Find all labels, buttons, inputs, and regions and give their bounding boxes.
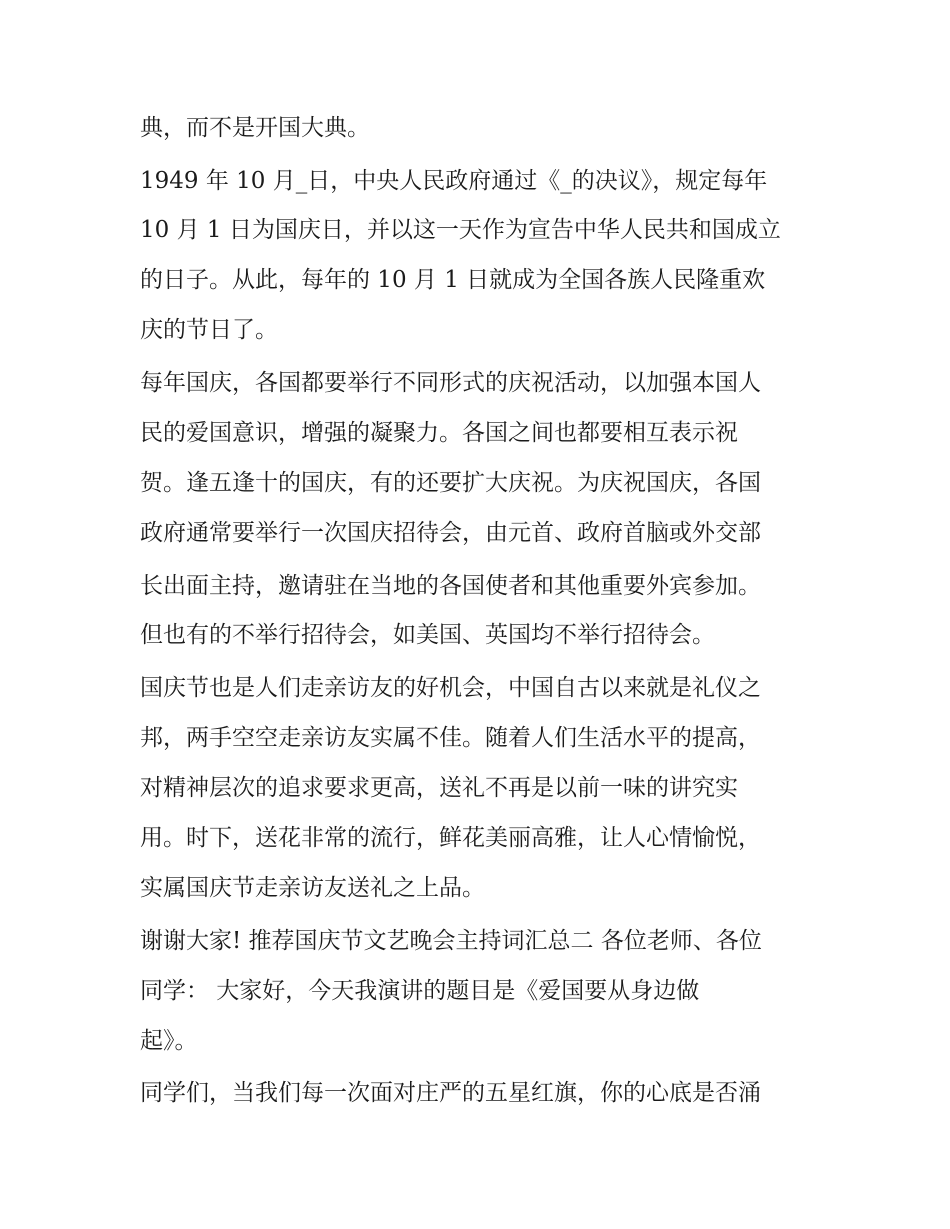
text-line: 对精神层次的追求要求更高，送礼不再是以前一味的讲究实 (140, 775, 738, 801)
text-line: 的日子。从此，每年的 10 月 1 日就成为全国各族人民隆重欢 (140, 267, 766, 293)
text-line: 起》。 (140, 1028, 198, 1054)
text-line: 每年国庆，各国都要举行不同形式的庆祝活动，以加强本国人 (140, 370, 761, 396)
text-line: 贺。逢五逢十的国庆，有的还要扩大庆祝。为庆祝国庆，各国 (140, 470, 761, 496)
text-line: 实属国庆节走亲访友送礼之上品。 (140, 875, 485, 901)
text-line: 谢谢大家! 推荐国庆节文艺晚会主持词汇总二 各位老师、各位 (140, 928, 762, 954)
text-line: 用。时下，送花非常的流行，鲜花美丽高雅，让人心情愉悦， (140, 825, 761, 851)
text-line: 10 月 1 日为国庆日，并以这一天作为宣告中华人民共和国成立 (140, 217, 781, 243)
text-line: 政府通常要举行一次国庆招待会，由元首、政府首脑或外交部 (140, 520, 761, 546)
text-line: 同学： 大家好，今天我演讲的题目是《爱国要从身边做 (140, 978, 700, 1004)
text-line: 典，而不是开国大典。 (140, 115, 370, 141)
text-line: 邦，两手空空走亲访友实属不佳。随着人们生活水平的提高， (140, 725, 761, 751)
text-line: 庆的节日了。 (140, 317, 278, 343)
text-line: 1949 年 10 月_日，中央人民政府通过《_的决议》，规定每年 (140, 168, 768, 194)
text-line: 国庆节也是人们走亲访友的好机会，中国自古以来就是礼仪之 (140, 675, 761, 701)
text-line: 同学们，当我们每一次面对庄严的五星红旗，你的心底是否涌 (140, 1080, 761, 1106)
text-line: 但也有的不举行招待会，如美国、英国均不举行招待会。 (140, 622, 715, 648)
text-line: 长出面主持，邀请驻在当地的各国使者和其他重要外宾参加。 (140, 573, 761, 599)
text-line: 民的爱国意识，增强的凝聚力。各国之间也都要相互表示祝 (140, 420, 738, 446)
